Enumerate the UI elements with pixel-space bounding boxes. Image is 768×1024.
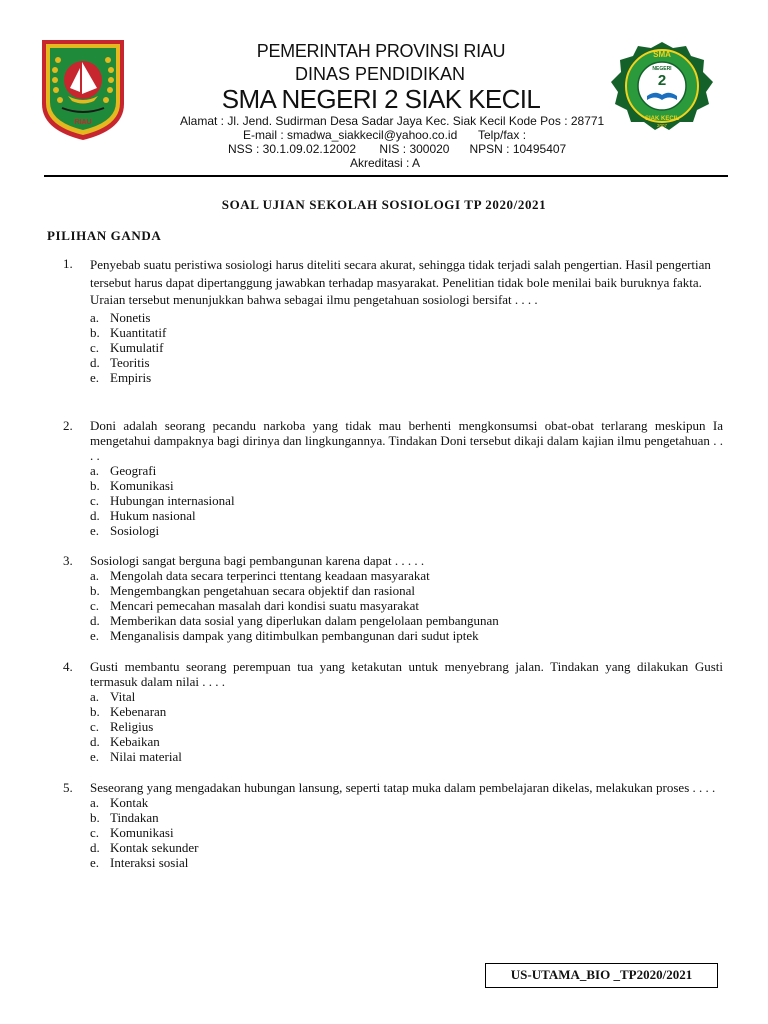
answer-option[interactable] xyxy=(90,689,723,704)
header-divider xyxy=(44,175,728,177)
question-1 xyxy=(63,256,723,385)
question-stem: Sosiologi sangat berguna bagi pembangunan karena dapat . . . . . xyxy=(90,553,425,568)
question-number: 2. xyxy=(63,418,73,433)
school-address: Alamat : Jl. Jend. Sudirman Desa Sadar Jaya Kec. Siak Kecil Kode Pos : 28771 xyxy=(180,114,605,128)
department-name: DINAS PENDIDIKAN xyxy=(294,64,466,84)
answer-option[interactable] xyxy=(90,310,723,325)
answer-option[interactable] xyxy=(90,825,723,840)
option-text: Religius xyxy=(110,719,154,734)
option-letter: e. xyxy=(90,855,100,870)
option-text: Mengembangkan pengetahuan secara objektif dan rasional xyxy=(110,583,416,598)
option-letter: a. xyxy=(90,309,100,325)
option-text: Menganalisis dampak yang ditimbulkan pembangunan dari sudut iptek xyxy=(110,628,479,643)
answer-option[interactable] xyxy=(90,568,723,583)
question-stem: Doni adalah seorang pecandu narkoba yang tidak mau berhenti mengkonsumsi obat-obat terlarang meskipun Ia mengetahui dampaknya bagi dirinya dan lingkungannya. Tindakan Doni tersebut dikaji dalam kajian ilmu pengetahuan . . . . xyxy=(90,418,723,463)
question-2 xyxy=(63,418,723,538)
option-text: Komunikasi xyxy=(110,478,174,493)
school-logo-middle-text: NEGERI xyxy=(652,66,672,72)
question-4 xyxy=(63,659,723,764)
option-letter: c. xyxy=(90,339,100,355)
school-phone: Telp/fax : xyxy=(478,128,527,142)
answer-option[interactable] xyxy=(90,355,723,370)
option-letter: b. xyxy=(90,704,100,719)
answer-option[interactable] xyxy=(90,370,723,385)
exam-code-box: US-UTAMA_BIO _TP2020/2021 xyxy=(485,963,718,988)
answer-option[interactable] xyxy=(90,340,723,355)
answer-options xyxy=(90,689,723,764)
school-logo-bottom-text: SIAK KECIL xyxy=(644,116,680,122)
answer-option[interactable] xyxy=(90,840,723,855)
option-text: Tindakan xyxy=(110,810,159,825)
answer-option[interactable] xyxy=(90,704,723,719)
answer-options xyxy=(90,310,723,385)
option-text: Kebenaran xyxy=(110,704,167,719)
answer-options xyxy=(90,463,723,538)
option-letter: d. xyxy=(90,613,100,628)
option-text: Memberikan data sosial yang diperlukan dalam pengelolaan pembangunan xyxy=(110,613,499,628)
answer-option[interactable] xyxy=(90,598,723,613)
option-text: Nonetis xyxy=(110,309,151,325)
government-name: PEMERINTAH PROVINSI RIAU xyxy=(256,41,506,61)
answer-option[interactable] xyxy=(90,583,723,598)
answer-option[interactable] xyxy=(90,795,723,810)
option-text: Interaksi sosial xyxy=(110,855,189,870)
school-name: SMA NEGERI 2 SIAK KECIL xyxy=(221,84,541,114)
question-number: 1. xyxy=(63,256,73,271)
option-text: Sosiologi xyxy=(110,523,160,538)
answer-option[interactable] xyxy=(90,749,723,764)
school-logo-number: 2 xyxy=(657,72,667,89)
option-text: Mengolah data secara terperinci ttentang keadaan masyarakat xyxy=(110,568,430,583)
option-text: Geografi xyxy=(110,463,157,478)
question-stem: Gusti membantu seorang perempuan tua yang ketakutan untuk menyebrang jalan. Tindakan yang dilakukan Gusti termasuk dalam nilai . . . . xyxy=(90,659,723,689)
option-letter: d. xyxy=(90,354,100,370)
option-letter: e. xyxy=(90,369,100,385)
answer-option[interactable] xyxy=(90,478,723,493)
option-letter: d. xyxy=(90,508,100,523)
answer-option[interactable] xyxy=(90,734,723,749)
option-text: Kuantitatif xyxy=(110,324,167,340)
option-letter: d. xyxy=(90,840,100,855)
answer-options xyxy=(90,568,723,643)
school-emblem-logo xyxy=(609,40,715,132)
option-text: Empiris xyxy=(110,369,152,385)
option-text: Teoritis xyxy=(110,354,150,370)
school-logo-top-text: SMA xyxy=(653,50,671,59)
option-text: Vital xyxy=(110,689,136,704)
answer-option[interactable] xyxy=(90,628,723,643)
section-title: PILIHAN GANDA xyxy=(47,228,162,243)
option-letter: c. xyxy=(90,493,100,508)
answer-option[interactable] xyxy=(90,493,723,508)
school-ids: NSS : 30.1.09.02.12002 NIS : 300020 NPSN : 10495407 xyxy=(228,142,567,156)
answer-option[interactable] xyxy=(90,810,723,825)
answer-option[interactable] xyxy=(90,613,723,628)
answer-option[interactable] xyxy=(90,719,723,734)
option-letter: a. xyxy=(90,568,100,583)
option-letter: e. xyxy=(90,628,100,643)
option-letter: b. xyxy=(90,478,100,493)
option-text: Nilai material xyxy=(110,749,182,764)
question-3 xyxy=(63,553,723,643)
question-5 xyxy=(63,780,723,870)
exam-title: SOAL UJIAN SEKOLAH SOSIOLOGI TP 2020/2021 xyxy=(221,197,547,212)
option-letter: a. xyxy=(90,463,100,478)
option-letter: d. xyxy=(90,734,100,749)
option-letter: a. xyxy=(90,795,100,810)
option-text: Hubungan internasional xyxy=(110,493,235,508)
option-letter: c. xyxy=(90,825,100,840)
school-accreditation: Akreditasi : A xyxy=(350,156,421,170)
option-text: Mencari pemecahan masalah dari kondisi suatu masyarakat xyxy=(110,598,419,613)
school-email: E-mail : smadwa_siakkecil@yahoo.co.id xyxy=(243,128,458,142)
question-number: 3. xyxy=(63,553,73,568)
option-letter: b. xyxy=(90,324,100,340)
question-stem: Seseorang yang mengadakan hubungan lansung, seperti tatap muka dalam pembelajaran dikelas, melakukan proses . . . . xyxy=(90,780,716,795)
answer-options xyxy=(90,795,723,870)
option-letter: e. xyxy=(90,749,100,764)
question-number: 5. xyxy=(63,780,73,795)
option-letter: c. xyxy=(90,598,100,613)
answer-option[interactable] xyxy=(90,325,723,340)
answer-option[interactable] xyxy=(90,508,723,523)
option-text: Hukum nasional xyxy=(110,508,196,523)
option-letter: a. xyxy=(90,689,100,704)
question-number: 4. xyxy=(63,659,73,674)
answer-option[interactable] xyxy=(90,855,723,870)
riau-logo-text: RIAU xyxy=(74,119,92,126)
answer-option[interactable] xyxy=(90,463,723,478)
option-text: Kontak xyxy=(110,795,149,810)
answer-option[interactable] xyxy=(90,523,723,538)
school-logo-year: 2007 xyxy=(656,123,668,128)
option-text: Kontak sekunder xyxy=(110,840,199,855)
option-letter: e. xyxy=(90,523,100,538)
option-letter: b. xyxy=(90,583,100,598)
option-letter: c. xyxy=(90,719,100,734)
option-letter: b. xyxy=(90,810,100,825)
option-text: Kebaikan xyxy=(110,734,160,749)
question-stem: Penyebab suatu peristiwa sosiologi harus diteliti secara akurat, sehingga tidak terjadi salah pengertian. Hasil pengertian tersebut harus dapat dipertanggung jawabkan terhadap masyarakat. Penelitian tidak bole menilai baik buruknya fakta. Uraian tersebut menunjukkan bahwa sebagai ilmu pengetahuan sosiologi bersifat . . . . xyxy=(90,257,711,307)
option-text: Komunikasi xyxy=(110,825,174,840)
option-text: Kumulatif xyxy=(110,339,164,355)
